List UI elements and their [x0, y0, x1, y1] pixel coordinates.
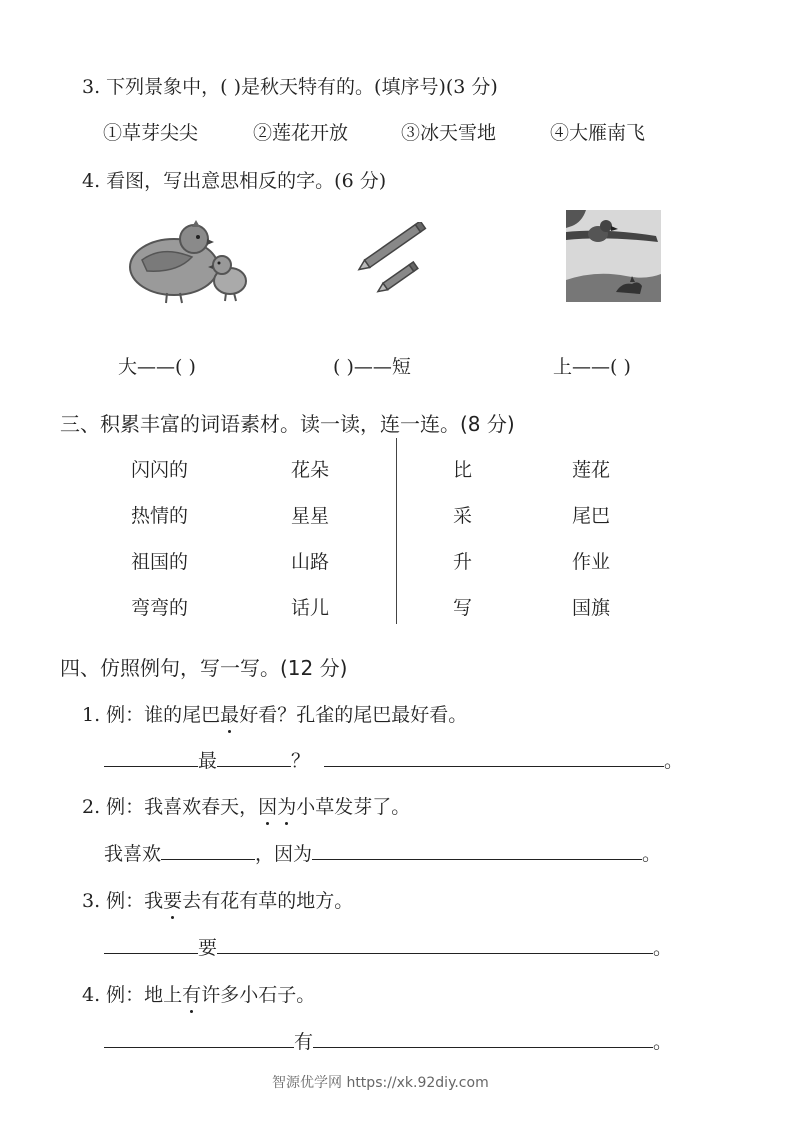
bird-in-tree-and-dog-below-icon [566, 210, 661, 302]
emphasis-dot: 最 [220, 700, 239, 727]
question-4-stem: 4. 看图，写出意思相反的字。(6 分) [82, 170, 387, 192]
column-divider [396, 438, 397, 624]
word-mid-4[interactable]: 话儿 [291, 597, 330, 619]
word-left-3[interactable]: 祖国的 [131, 551, 189, 573]
word-left-4[interactable]: 弯弯的 [131, 597, 189, 619]
section-3-title: 三、积累丰富的词语素材。读一读，连一连。(8 分) [60, 412, 515, 436]
example-2: 2. 例：我喜欢春天，因为小草发芽了。 [82, 792, 410, 819]
emphasis-dot: 因 [258, 792, 277, 819]
verb-3[interactable]: 升 [453, 551, 473, 573]
word-left-1[interactable]: 闪闪的 [131, 459, 189, 481]
question-3-stem: 3. 下列景象中，( )是秋天特有的。(填序号)(3 分) [82, 76, 498, 98]
answer-line-4[interactable]: 有 。 [104, 1027, 672, 1054]
example-1: 1. 例：谁的尾巴最好看？孔雀的尾巴最好看。 [82, 700, 467, 727]
noun-3[interactable]: 作业 [572, 551, 611, 573]
q4-answer-2[interactable]: ( )——短 [333, 356, 411, 378]
hen-and-chick-icon [122, 215, 257, 310]
answer-line-2[interactable]: 我喜欢 ，因为 。 [104, 839, 661, 866]
answer-line-3[interactable]: 要 。 [104, 933, 672, 960]
emphasis-dot: 为 [277, 792, 296, 819]
answer-line-1[interactable]: 最 ？ 。 [104, 746, 683, 773]
example-4: 4. 例：地上有许多小石子。 [82, 980, 315, 1007]
long-and-short-pencils-icon [352, 222, 437, 297]
example-3: 3. 例：我要去有花有草的地方。 [82, 886, 353, 913]
emphasis-dot: 要 [163, 886, 182, 913]
q3-option-1: ①草芽尖尖 [103, 122, 199, 144]
emphasis-dot: 有 [182, 980, 201, 1007]
noun-4[interactable]: 国旗 [572, 597, 611, 619]
word-left-2[interactable]: 热情的 [131, 505, 189, 527]
q4-answer-1[interactable]: 大——( ) [118, 356, 196, 378]
word-mid-2[interactable]: 星星 [291, 505, 330, 527]
section-4-title: 四、仿照例句，写一写。(12 分) [60, 656, 348, 680]
q3-option-4: ④大雁南飞 [550, 122, 646, 144]
word-mid-3[interactable]: 山路 [291, 551, 330, 573]
word-mid-1[interactable]: 花朵 [291, 459, 330, 481]
footer-watermark: 智源优学网 https://xk.92diy.com [272, 1075, 489, 1091]
noun-2[interactable]: 尾巴 [572, 505, 611, 527]
verb-4[interactable]: 写 [453, 597, 473, 619]
verb-2[interactable]: 采 [453, 505, 473, 527]
q3-option-2: ②莲花开放 [253, 122, 349, 144]
verb-1[interactable]: 比 [453, 459, 473, 481]
q4-answer-3[interactable]: 上——( ) [553, 356, 631, 378]
noun-1[interactable]: 莲花 [572, 459, 611, 481]
q3-option-3: ③冰天雪地 [401, 122, 497, 144]
